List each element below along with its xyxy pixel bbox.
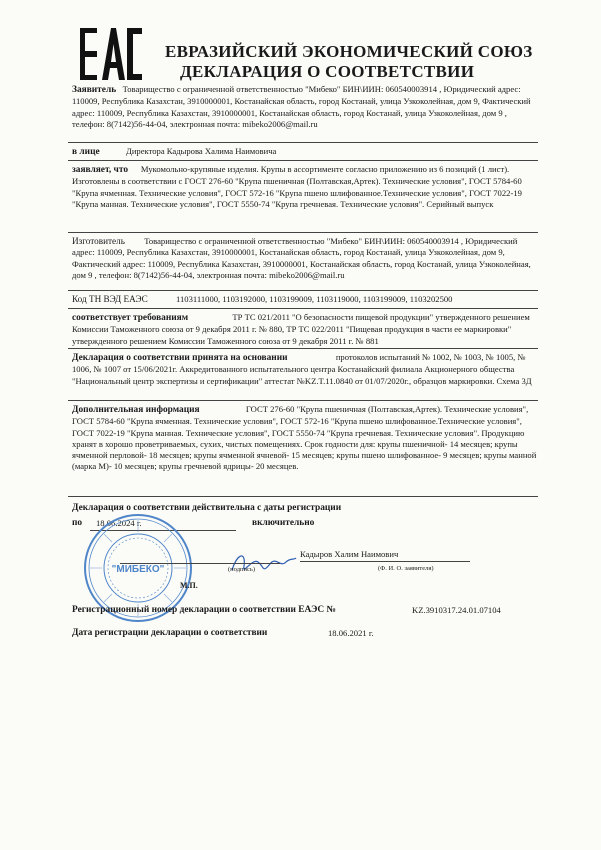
- divider: [68, 348, 538, 349]
- signature-underline: [120, 563, 280, 564]
- manufacturer-label: Изготовитель: [72, 236, 125, 246]
- requirements-text: ТР ТС 021/2011 "О безопасности пищевой продукции" утвержденного решением Комиссии Таможенного союза от 9 декабря 2011 г. № 880, ТР ТС 022/2011 "Пищевая продукция в части ее маркировки" утвержденного решением Комиссии Таможенного союза от 9 декабря 2011 г. № 881: [72, 312, 530, 346]
- applicant-label: Заявитель: [72, 85, 117, 95]
- header-subtitle: ДЕКЛАРАЦИЯ О СООТВЕТСТВИИ: [180, 62, 475, 81]
- declares-text: Мукомольно-крупяные изделия. Крупы в ассортименте согласно приложению из 6 позиций (1 лист). Изготовлены в соответствии с ГОСТ 276-60 "Крупа пшеничная (Полтавская,Артек). Технические условия", ГОСТ 5784-60 "Крупа ячменная. Технические условия", ГОСТ 572-16 "Крупа пшено шлифованное.Технические условия", ГОСТ 7022-19 "Крупа манная. Технические условия", ГОСТ 5550-74 "Крупа гречневая. Технические условия". Серийный выпуск: [72, 164, 522, 209]
- validity-date: 18.06.2024 г.: [96, 518, 142, 528]
- tnved-text: 1103111000, 1103192000, 1103199009, 1103119000, 1103199009, 1103202500: [176, 294, 453, 304]
- declares-label: заявляет, что: [72, 165, 129, 175]
- manufacturer-text: Товарищество с ограниченной ответственностью "Мибеко" БИН\ИИН: 060540003914 , Юридический адрес: 110009, Республика Казахстан, 3910000001, Костанайская область, город Костанай, улица Узкоколейная, дом 9, Фактический адрес: 110009, Республика Казахстан, 3910000001, Костанайская область, город Костанай, улица Узкоколейная, дом 9 , телефон: 8(7142)56-44-04, электронная почта: mibeko2006@mail.ru: [72, 236, 531, 280]
- divider: [68, 142, 538, 143]
- divider: [68, 290, 538, 291]
- additional-text: ГОСТ 276-60 "Крупа пшеничная (Полтавская,Артек). Технические условия", ГОСТ 5784-60 "Крупа ячменная. Технические условия", ГОСТ 572-16 "Крупа пшено шлифованное.Технические условия", ГОСТ 7022-19 "Крупа манная. Технические условия", ГОСТ 5550-74 "Крупа гречневая. Технические условия". Продукцию хранят в хорошо проветриваемых, сухих, чистых помещениях. Срок годности для: крупы пшеничной- 14 месяцев; крупы ячменной перловой- 18 месяцев; крупы ячменной ячневой- 15 месяцев; крупы пшено шлифованное- 9 месяцев; крупы манной (марка М)- 10 месяцев; крупы гречневой ядрицы- 20 месяцев.: [72, 404, 537, 472]
- requirements-block: [72, 312, 538, 347]
- person-text: Директора Кадырова Халима Наимовича: [125, 146, 277, 156]
- tnved-block: [72, 294, 538, 305]
- manufacturer-block: [72, 236, 538, 281]
- stamp-center-text: "МИБЕКО": [111, 564, 165, 575]
- fio-caption: (Ф. И. О. заявителя): [378, 565, 434, 572]
- name-underline: [300, 561, 470, 562]
- divider: [68, 496, 538, 497]
- additional-label: Дополнительная информация: [72, 405, 200, 415]
- mp-label: М.П.: [180, 581, 198, 590]
- additional-block: [72, 404, 538, 473]
- divider: [68, 400, 538, 401]
- applicant-block: [72, 84, 538, 130]
- basis-block: [72, 352, 538, 387]
- basis-text: протоколов испытаний № 1002, № 1003, № 1005, № 1006, № 1007 от 15/06/2021г. Аккредитованного испытательного центра Костанайский филиала Акционерного общества "Национальный центр экспертизы и сертификации" аттестат №KZ.T.11.0840 от 01/07/2020г., образцов маркировки. Схема 3Д: [72, 352, 532, 386]
- podpis-caption: (подпись): [228, 566, 255, 573]
- validity-label: Декларация о соответствии действительна с даты регистрации: [72, 503, 342, 513]
- divider: [68, 308, 538, 309]
- reg-number: KZ.3910317.24.01.07104: [412, 605, 501, 615]
- eac-logo-icon: [80, 28, 142, 80]
- tnved-label: Код ТН ВЭД ЕАЭС: [72, 294, 148, 304]
- divider: [68, 232, 538, 233]
- requirements-label: соответствует требованиям: [72, 313, 189, 323]
- person-block: [72, 146, 538, 158]
- reg-date: 18.06.2021 г.: [328, 628, 374, 638]
- validity-inclusive: включительно: [252, 518, 315, 528]
- declares-block: [72, 164, 538, 210]
- reg-date-label: Дата регистрации декларации о соответствии: [72, 628, 268, 638]
- reg-number-label: Регистрационный номер декларации о соответствии ЕАЭС №: [72, 605, 336, 615]
- header-title: ЕВРАЗИЙСКИЙ ЭКОНОМИЧЕСКИЙ СОЮЗ: [165, 42, 533, 61]
- basis-label: Декларация о соответствии принята на основании: [72, 353, 288, 363]
- validity-po: по: [72, 518, 83, 528]
- person-label: в лице: [72, 147, 100, 157]
- divider: [68, 160, 538, 161]
- applicant-name: Кадыров Халим Наимович: [300, 549, 399, 559]
- applicant-text: Товарищество с ограниченной ответственностью "Мибеко" БИН\ИИН: 060540003914 , Юридический адрес: 110009, Республика Казахстан, 3910000001, Костанайская область, город Костанай, улица Узкоколейная, дом 9, Фактический адрес: 110009, Республика Казахстан, 3910000001, Костанайская область, город Костанай, улица Узкоколейная, дом 9 , телефон: 8(7142)56-44-04, электронная почта: mibeko2006@mail.ru: [72, 84, 531, 129]
